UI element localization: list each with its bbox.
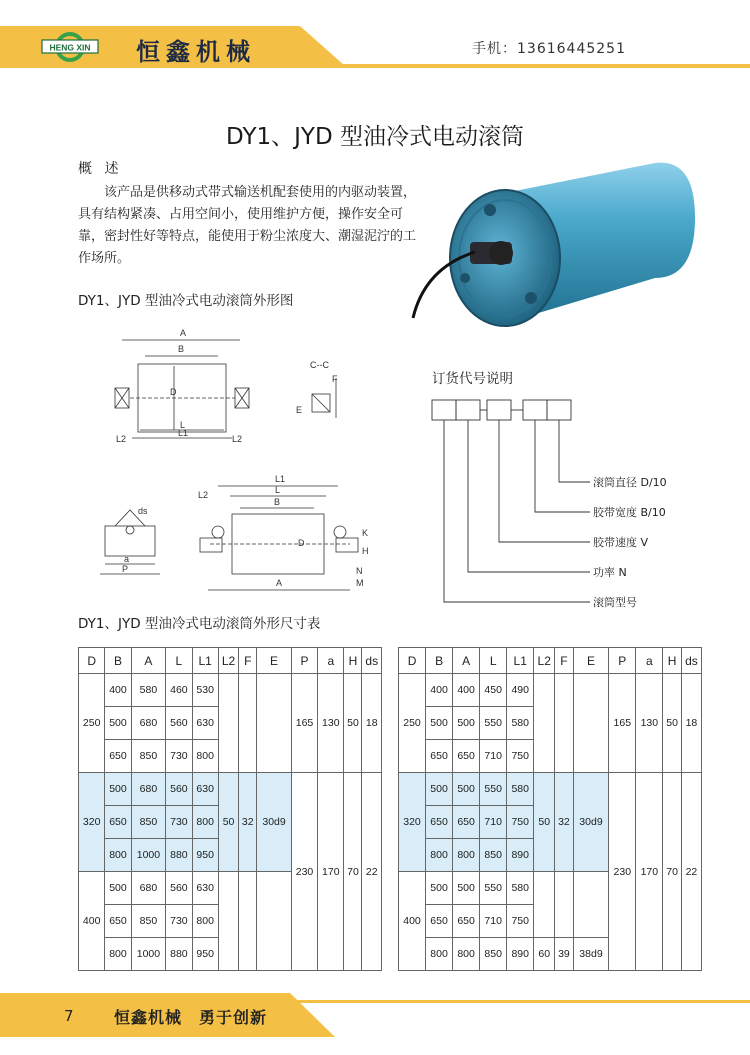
table-cell: 850 [131,905,166,938]
table-cell: 250 [399,674,426,773]
table-cell: 500 [105,707,131,740]
table-cell: H [663,648,682,674]
table-cell: 800 [192,740,218,773]
table-cell: 550 [480,707,507,740]
th-B: B [105,648,131,674]
table-cell: 580 [507,872,534,905]
table-cell: 800 [426,839,453,872]
table-cell: 500 [105,773,131,806]
table-cell: 30d9 [573,773,609,872]
table-cell: 750 [507,905,534,938]
table-header-row [79,648,382,674]
label-K: K [362,528,369,538]
table-cell [239,674,257,773]
order-item-1: 滚筒直径 D/10 [593,476,667,489]
table-cell: 500 [426,707,453,740]
th-L1: L1 [192,648,218,674]
table-cell: 880 [166,938,192,971]
table-cell: 460 [166,674,192,707]
product-photo [405,158,705,348]
table-cell: 30d9 [257,773,292,872]
th-a: a [318,648,344,674]
table-cell: 800 [105,938,131,971]
table-cell: 18 [362,674,382,773]
table-cell: 730 [166,740,192,773]
th-E: E [257,648,292,674]
table-cell: 530 [192,674,218,707]
table-cell: 165 [291,674,317,773]
label-a: a [124,554,130,564]
table-cell: 650 [426,905,453,938]
table-cell: 400 [453,674,480,707]
table-cell: 710 [480,905,507,938]
label-L2-left: L2 [116,434,127,444]
table-cell: 800 [426,938,453,971]
table-cell: 60 [534,938,555,971]
phone-number: 手机：13616445251 [472,41,626,57]
table-cell: 850 [480,839,507,872]
table-cell: 560 [166,872,192,905]
table-cell [218,674,238,773]
brand-name: 恒鑫机械 [136,38,256,66]
table-cell: 650 [426,806,453,839]
table-cell: 230 [291,773,317,971]
table-cell: 490 [507,674,534,707]
table-cell: 710 [480,806,507,839]
table-cell [218,872,238,971]
table-cell: 580 [507,773,534,806]
table-cell [534,872,555,938]
th-A: A [131,648,166,674]
table-cell: 650 [426,740,453,773]
table-cell: 500 [426,773,453,806]
label-M: M [356,578,364,588]
table-cell: A [453,648,480,674]
table-cell: 320 [79,773,105,872]
label-H: H [362,546,369,556]
label-L: L [180,420,186,430]
table-row [399,773,702,806]
table-cell: 850 [131,806,166,839]
table-cell: F [555,648,574,674]
label-L2-b: L2 [198,490,209,500]
label-cc: C--C [310,360,329,370]
table-cell: 710 [480,740,507,773]
table-cell: 32 [239,773,257,872]
label-A: A [180,328,187,338]
label-ds: ds [138,506,148,516]
table-cell: 850 [131,740,166,773]
table-cell [239,872,257,971]
table-cell: ds [681,648,701,674]
label-E: E [296,405,303,415]
page-title: DY1、JYD 型油冷式电动滚筒 [226,124,524,150]
drawing-title: DY1、JYD 型油冷式电动滚筒外形图 [78,293,294,309]
logo-text: HENG XIN [49,42,91,53]
overview-heading: 概 述 [78,161,123,177]
table-cell: 230 [609,773,636,971]
table-cell [555,872,574,938]
table-header-row [399,648,702,674]
table-cell: 320 [399,773,426,872]
table-cell: 950 [192,938,218,971]
table-cell [257,872,292,971]
label-D-b: D [298,538,305,548]
table-cell: 450 [480,674,507,707]
table-cell: 22 [681,773,701,971]
table-cell: 890 [507,839,534,872]
table-cell: 560 [166,707,192,740]
table-cell: 500 [453,773,480,806]
table-cell: 580 [131,674,166,707]
table-cell: 1000 [131,938,166,971]
order-item-2: 胶带宽度 B/10 [593,506,666,519]
table-cell: 400 [399,872,426,971]
table-cell: 500 [453,872,480,905]
table-cell: 680 [131,773,166,806]
dimension-table-right [398,647,702,971]
table-cell: 550 [480,773,507,806]
label-F: F [332,374,338,384]
table-cell: 50 [663,674,682,773]
table-cell [555,674,574,773]
th-P: P [291,648,317,674]
table-cell: 850 [480,938,507,971]
table-cell: 750 [507,806,534,839]
table-cell: 550 [480,872,507,905]
label-L1-b: L1 [275,474,286,484]
label-L-b: L [275,485,281,495]
table-cell [573,674,609,773]
table-cell: 650 [453,806,480,839]
table-cell: 165 [609,674,636,773]
overview-text: 该产品是供移动式带式输送机配套使用的内驱动装置，具有结构紧凑、占用空间小，使用维护方便，操作安全可靠，密封性好等特点，能使用于粉尘浓度大、潮湿泥泞的工作场所。 [78,185,417,266]
table-cell: 890 [507,938,534,971]
table-cell: 400 [79,872,105,971]
table-cell: 950 [192,839,218,872]
order-item-5: 滚筒型号 [593,596,637,609]
table-cell: 630 [192,872,218,905]
table-cell [534,674,555,773]
table-cell: 730 [166,806,192,839]
table-cell: 400 [105,674,131,707]
order-item-4: 功率 N [593,566,627,579]
th-D: D [79,648,105,674]
table-cell: 50 [218,773,238,872]
table-cell [573,872,609,938]
table-cell: 730 [166,905,192,938]
table-cell: 500 [453,707,480,740]
footer-slogan: 恒鑫机械 勇于创新 [114,1008,268,1027]
table-cell: 50 [534,773,555,872]
th-L: L [166,648,192,674]
table-cell: 38d9 [573,938,609,971]
table-cell: 500 [426,872,453,905]
table-cell: 130 [318,674,344,773]
table-cell: 32 [555,773,574,872]
order-item-3: 胶带速度 V [593,536,649,549]
label-N: N [356,566,363,576]
table-cell: 680 [131,872,166,905]
table-cell: 650 [105,806,131,839]
table-cell: L2 [534,648,555,674]
table-cell: 170 [636,773,663,971]
th-F: F [239,648,257,674]
label-B: B [178,344,185,354]
table-cell: 630 [192,773,218,806]
table-cell: 650 [453,905,480,938]
table-cell: 50 [344,674,362,773]
table-cell: 650 [105,740,131,773]
th-ds: ds [362,648,382,674]
table-cell: 680 [131,707,166,740]
th-H: H [344,648,362,674]
table-cell [257,674,292,773]
table-row [79,773,382,806]
table-cell: 170 [318,773,344,971]
table-cell: 400 [426,674,453,707]
table-cell: D [399,648,426,674]
table-cell: 39 [555,938,574,971]
table-cell: L [480,648,507,674]
table-cell: 630 [192,707,218,740]
table-cell: 22 [362,773,382,971]
table-title: DY1、JYD 型油冷式电动滚筒外形尺寸表 [78,616,321,632]
table-cell: 1000 [131,839,166,872]
table-row [79,674,382,707]
table-cell: 650 [105,905,131,938]
table-cell: 250 [79,674,105,773]
order-code-title: 订货代号说明 [432,371,513,387]
table-cell: 750 [507,740,534,773]
th-L2: L2 [218,648,238,674]
table-cell: 580 [507,707,534,740]
table-cell: P [609,648,636,674]
table-cell: 70 [344,773,362,971]
table-cell: 800 [105,839,131,872]
table-cell: 500 [105,872,131,905]
company-logo [40,30,100,64]
table-cell: 560 [166,773,192,806]
table-row [399,674,702,707]
table-cell: 130 [636,674,663,773]
label-L1: L1 [178,428,189,438]
table-cell: 650 [453,740,480,773]
label-P: P [122,564,129,574]
table-cell: 800 [192,806,218,839]
order-code-diagram [425,395,705,615]
label-L2-right: L2 [232,434,243,444]
label-D: D [170,387,177,397]
label-A-b: A [276,578,283,588]
label-B-b: B [274,497,281,507]
outline-drawings [100,318,390,608]
table-cell: B [426,648,453,674]
table-cell: 800 [453,839,480,872]
dimension-table-left [78,647,382,971]
table-cell: 880 [166,839,192,872]
table-cell: a [636,648,663,674]
table-cell: 800 [453,938,480,971]
table-cell: E [573,648,609,674]
table-cell: 18 [681,674,701,773]
page-number: 7 [64,1007,74,1025]
table-cell: 800 [192,905,218,938]
table-cell: 70 [663,773,682,971]
table-cell: L1 [507,648,534,674]
